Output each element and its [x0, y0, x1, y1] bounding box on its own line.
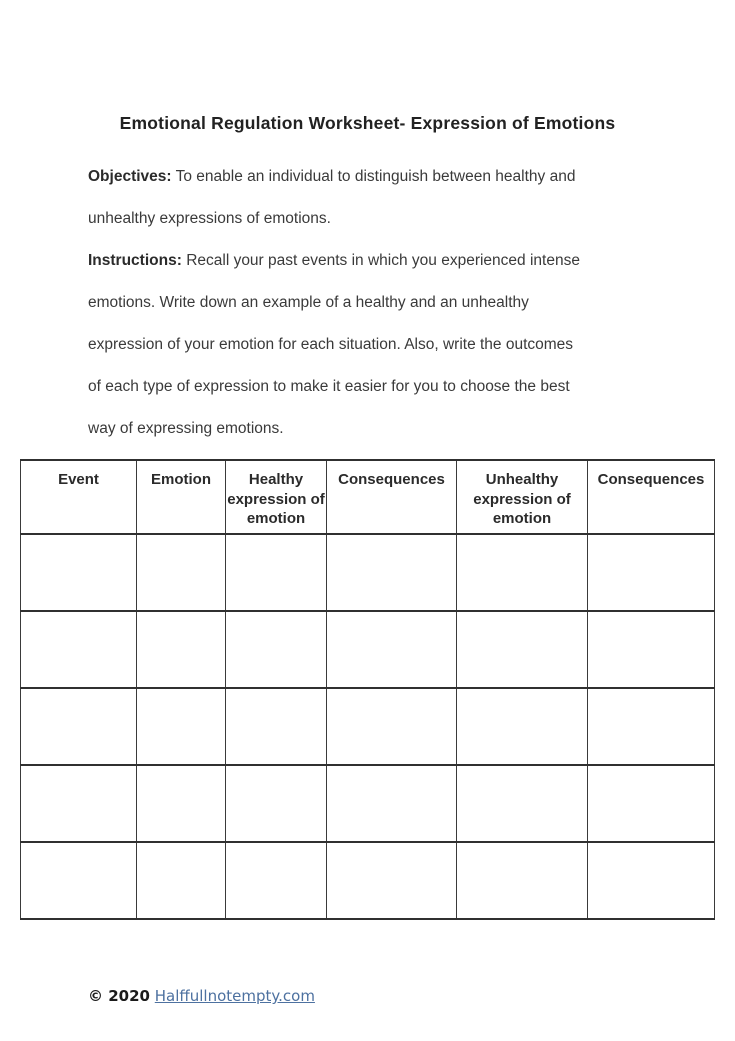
column-header-unhealthy-expression: Unhealthy expression of emotion	[457, 460, 588, 534]
table-row	[21, 611, 715, 688]
table-cell-empty	[327, 611, 457, 688]
instructions-line: expression of your emotion for each situation. Also, write the outcomes	[88, 336, 574, 353]
table-cell-empty	[21, 765, 137, 842]
table-cell-empty	[588, 765, 715, 842]
table-cell-empty	[137, 534, 226, 611]
table-cell-empty	[137, 842, 226, 919]
intro-text	[88, 156, 713, 450]
instructions-label: Instructions:	[88, 252, 182, 269]
instructions-line: way of expressing emotions.	[88, 420, 284, 437]
column-header-consequences-2: Consequences	[588, 460, 715, 534]
table-row	[21, 842, 715, 919]
table-cell-empty	[226, 534, 327, 611]
instructions-paragraph	[88, 240, 713, 450]
table-cell-empty	[327, 534, 457, 611]
table-header-row	[21, 460, 715, 534]
table-cell-empty	[137, 611, 226, 688]
objectives-label: Objectives:	[88, 168, 172, 185]
table-cell-empty	[21, 688, 137, 765]
table-row	[21, 688, 715, 765]
footer-link[interactable]: Halffullnotempty.com	[154, 987, 315, 1005]
table-row	[21, 765, 715, 842]
emotion-expression-table	[20, 459, 715, 920]
table-cell-empty	[327, 688, 457, 765]
objectives-paragraph	[88, 156, 713, 240]
table-cell-empty	[21, 534, 137, 611]
objectives-line: unhealthy expressions of emotions.	[88, 210, 331, 227]
table-cell-empty	[327, 842, 457, 919]
table-cell-empty	[226, 842, 327, 919]
table-cell-empty	[588, 534, 715, 611]
table-cell-empty	[457, 765, 588, 842]
table-cell-empty	[588, 688, 715, 765]
table-cell-empty	[457, 842, 588, 919]
table-cell-empty	[226, 611, 327, 688]
table-cell-empty	[588, 611, 715, 688]
table-row	[21, 534, 715, 611]
table-cell-empty	[457, 534, 588, 611]
table-cell-empty	[137, 688, 226, 765]
objectives-line: To enable an individual to distinguish between healthy and	[175, 168, 576, 185]
instructions-line: of each type of expression to make it easier for you to choose the best	[88, 378, 570, 395]
instructions-line: emotions. Write down an example of a healthy and an unhealthy	[88, 294, 529, 311]
table-cell-empty	[327, 765, 457, 842]
column-header-consequences-1: Consequences	[327, 460, 457, 534]
table-cell-empty	[226, 765, 327, 842]
column-header-emotion: Emotion	[137, 460, 226, 534]
instructions-line: Recall your past events in which you experienced intense	[186, 252, 580, 269]
table-cell-empty	[457, 611, 588, 688]
table-cell-empty	[457, 688, 588, 765]
table-cell-empty	[21, 611, 137, 688]
page-title: Emotional Regulation Worksheet- Expression of Emotions	[119, 113, 616, 133]
column-header-event: Event	[21, 460, 137, 534]
column-header-healthy-expression: Healthy expression of emotion	[226, 460, 327, 534]
table-cell-empty	[137, 765, 226, 842]
copyright-text: © 2020	[88, 987, 150, 1005]
table-cell-empty	[21, 842, 137, 919]
table-cell-empty	[226, 688, 327, 765]
table-cell-empty	[588, 842, 715, 919]
footer	[88, 986, 735, 1006]
